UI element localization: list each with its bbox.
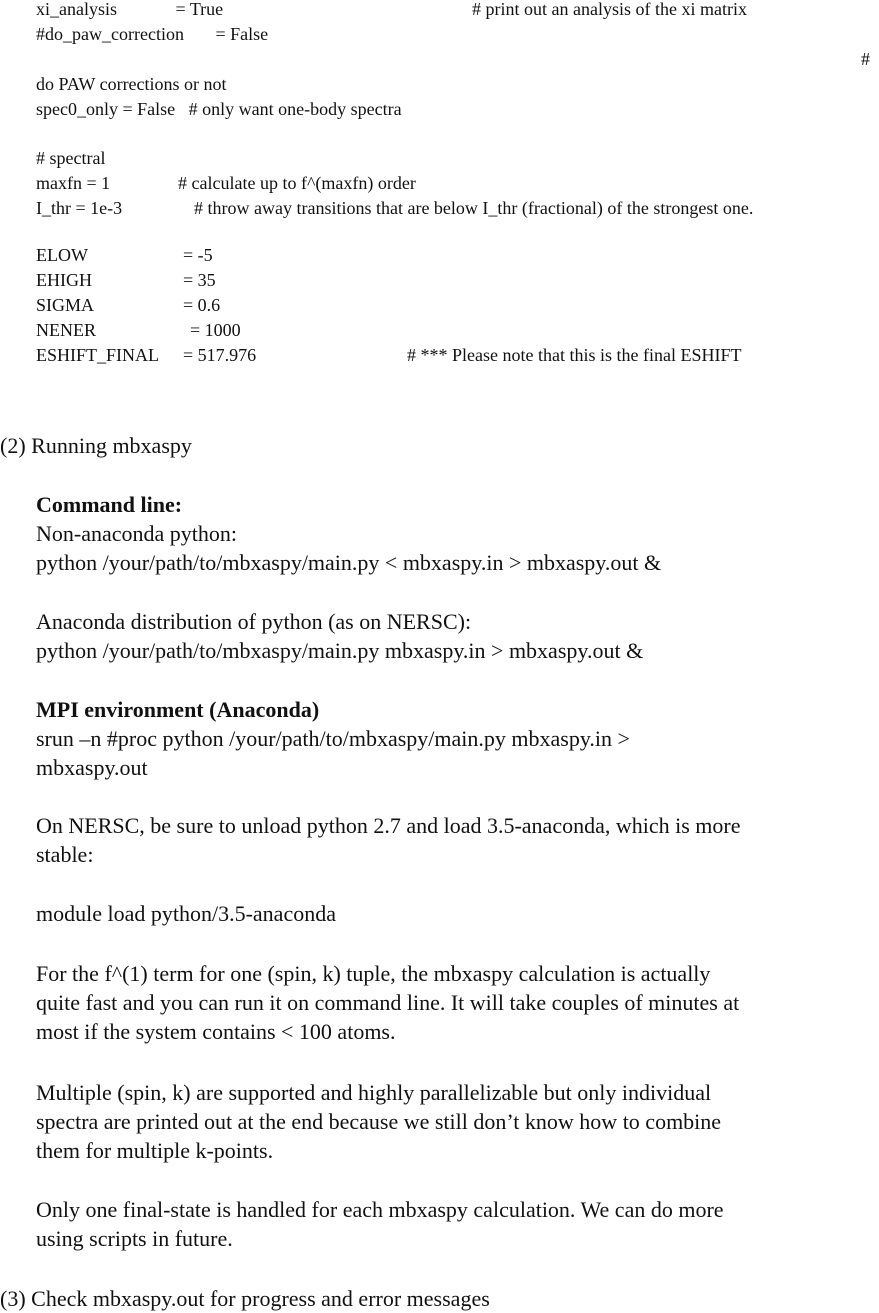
config-eshift-comment: # *** Please note that this is the final ESHIFT — [407, 345, 742, 365]
config-nener-key: NENER — [36, 320, 96, 340]
config-ithr: I_thr = 1e-3 — [36, 198, 123, 218]
anaconda-command: python /your/path/to/mbxaspy/main.py mbxaspy.in > mbxaspy.out & — [36, 638, 644, 663]
command-line-heading: Command line: — [36, 492, 183, 517]
nersc-note-line-1: On NERSC, be sure to unload python 2.7 and load 3.5-anaconda, which is more — [36, 813, 741, 838]
config-eshift-val: = 517.976 — [183, 345, 257, 365]
config-sigma-val: = 0.6 — [183, 295, 221, 315]
anaconda-label: Anaconda distribution of python (as on NERSC): — [36, 609, 472, 634]
config-eshift-key: ESHIFT_FINAL — [36, 345, 160, 365]
config-spec0: spec0_only = False # only want one-body spectra — [36, 99, 402, 119]
config-do-paw-hash: # — [861, 49, 870, 69]
multi-paragraph-line-2: spectra are printed out at the end because we still don’t know how to combine — [36, 1109, 722, 1134]
config-xi-analysis-comment: # print out an analysis of the xi matrix — [472, 0, 747, 19]
mpi-command-line-2: mbxaspy.out — [36, 755, 148, 780]
module-load-command: module load python/3.5-anaconda — [36, 901, 336, 926]
non-anaconda-command: python /your/path/to/mbxaspy/main.py < mbxaspy.in > mbxaspy.out & — [36, 550, 662, 575]
section-2-heading: (2) Running mbxaspy — [0, 433, 192, 458]
config-ithr-comment: # throw away transitions that are below I_thr (fractional) of the strongest one. — [194, 198, 754, 218]
mpi-command-line-1: srun –n #proc python /your/path/to/mbxaspy/main.py mbxaspy.in > — [36, 726, 630, 751]
final-state-paragraph-line-1: Only one final-state is handled for each mbxaspy calculation. We can do more — [36, 1197, 724, 1222]
section-3-heading: (3) Check mbxaspy.out for progress and error messages — [0, 1286, 490, 1311]
f1-paragraph-line-3: most if the system contains < 100 atoms. — [36, 1019, 396, 1044]
config-ehigh-key: EHIGH — [36, 270, 92, 290]
f1-paragraph-line-2: quite fast and you can run it on command line. It will take couples of minutes at — [36, 990, 740, 1015]
config-do-paw-comment: do PAW corrections or not — [36, 74, 227, 94]
config-xi-analysis: xi_analysis = True — [36, 0, 224, 19]
nersc-note-line-2: stable: — [36, 842, 94, 867]
config-maxfn-comment: # calculate up to f^(maxfn) order — [178, 173, 416, 193]
config-spectral-comment: # spectral — [36, 148, 106, 168]
config-nener-val: = 1000 — [190, 320, 241, 340]
f1-paragraph-line-1: For the f^(1) term for one (spin, k) tuple, the mbxaspy calculation is actually — [36, 961, 711, 986]
config-do-paw: #do_paw_correction = False — [36, 24, 269, 44]
config-sigma-key: SIGMA — [36, 295, 95, 315]
multi-paragraph-line-3: them for multiple k-points. — [36, 1138, 274, 1163]
config-elow-val: = -5 — [183, 245, 213, 265]
multi-paragraph-line-1: Multiple (spin, k) are supported and highly parallelizable but only individual — [36, 1080, 712, 1105]
config-ehigh-val: = 35 — [183, 270, 216, 290]
final-state-paragraph-line-2: using scripts in future. — [36, 1226, 233, 1251]
mpi-heading: MPI environment (Anaconda) — [36, 697, 320, 722]
config-maxfn: maxfn = 1 — [36, 173, 111, 193]
non-anaconda-label: Non-anaconda python: — [36, 521, 237, 546]
config-elow-key: ELOW — [36, 245, 88, 265]
